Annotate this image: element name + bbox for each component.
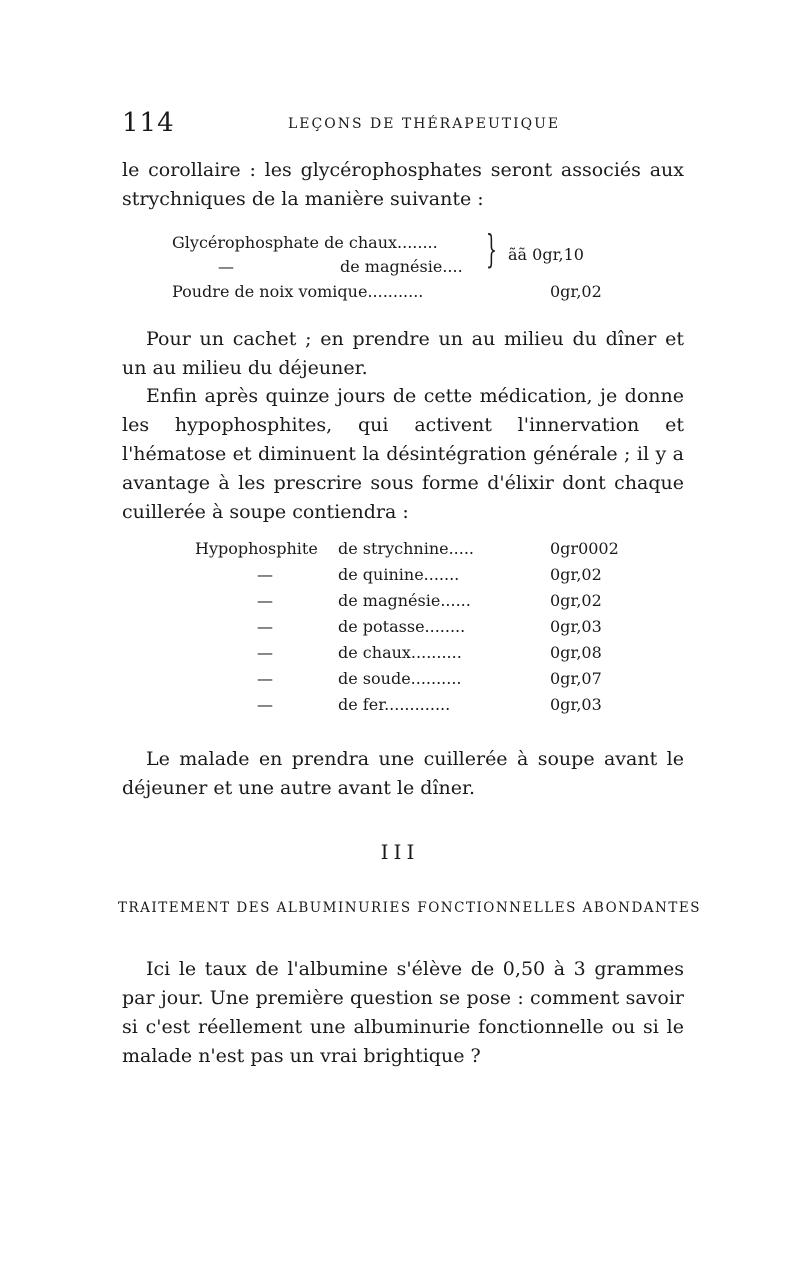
row-component: de fer.............	[338, 695, 451, 714]
row-ditto-dash: —	[257, 643, 273, 662]
table-row	[195, 640, 615, 666]
row-component: de quinine.......	[338, 565, 460, 584]
row-ditto-dash: —	[257, 695, 273, 714]
row-ditto-dash: —	[257, 669, 273, 688]
running-title: LEÇONS DE THÉRAPEUTIQUE	[288, 116, 561, 132]
row-component: de chaux..........	[338, 643, 462, 662]
formula-line-2: de magnésie....	[340, 257, 463, 276]
row-dose: 0gr,02	[550, 565, 602, 584]
brace: }	[486, 227, 497, 271]
paragraph-cachet: Pour un cachet ; en prendre un au milieu du dîner et un au milieu du déjeuner.	[122, 328, 684, 379]
paragraph-corollaire: le corollaire : les glycérophosphates seront associés aux strychniques de la manière suivante :	[122, 159, 684, 210]
row-dose: 0gr,08	[550, 643, 602, 662]
table-row	[195, 562, 615, 588]
row-component: de magnésie......	[338, 591, 471, 610]
row-dose: 0gr,07	[550, 669, 602, 688]
formula-dose-3: 0gr,02	[550, 282, 602, 301]
paragraph-hypophosphites: Enfin après quinze jours de cette médication, je donne les hypophosphites, qui activent l'innervation et l'hématose et diminuent la désintégration générale ; il y a avantage à les prescrire sous forme d'élixir dont chaque cuillerée à soupe contiendra :	[122, 385, 684, 523]
row-component: de potasse........	[338, 617, 466, 636]
row-ditto-dash: —	[257, 591, 273, 610]
row-ditto-dash: —	[257, 565, 273, 584]
row-ditto-dash: —	[257, 617, 273, 636]
table-row	[195, 536, 619, 562]
table-row	[195, 614, 615, 640]
paragraph-posologie: Le malade en prendra une cuillerée à soupe avant le déjeuner et une autre avant le dîner.	[122, 748, 684, 799]
page-header	[118, 108, 684, 142]
table-row	[195, 666, 615, 692]
row-dose: 0gr,02	[550, 591, 602, 610]
formula-line-1: Glycérophosphate de chaux........	[172, 233, 438, 252]
section-number: III	[380, 840, 420, 864]
row-component: de strychnine.....	[338, 539, 475, 558]
formula-line-2-dash: —	[218, 257, 234, 276]
formula-line-3: Poudre de noix vomique...........	[172, 282, 424, 301]
row-dose: 0gr0002	[550, 539, 619, 558]
table-row	[195, 588, 615, 614]
formula-shared-dose: ãã 0gr,10	[508, 245, 584, 264]
row-dose: 0gr,03	[550, 617, 602, 636]
paragraph-albumine: Ici le taux de l'albumine s'élève de 0,50 à 3 grammes par jour. Une première question se pose : comment savoir si c'est réellement une albuminurie fonctionnelle ou si le malade n'est pas un vrai brightique ?	[122, 958, 684, 1067]
table-row	[195, 692, 615, 718]
page-number: 114	[122, 108, 175, 138]
row-dose: 0gr,03	[550, 695, 602, 714]
row-substance: Hypophosphite	[195, 539, 318, 558]
row-component: de soude..........	[338, 669, 462, 688]
section-title: TRAITEMENT DES ALBUMINURIES FONCTIONNELLES ABONDANTES	[118, 900, 701, 916]
